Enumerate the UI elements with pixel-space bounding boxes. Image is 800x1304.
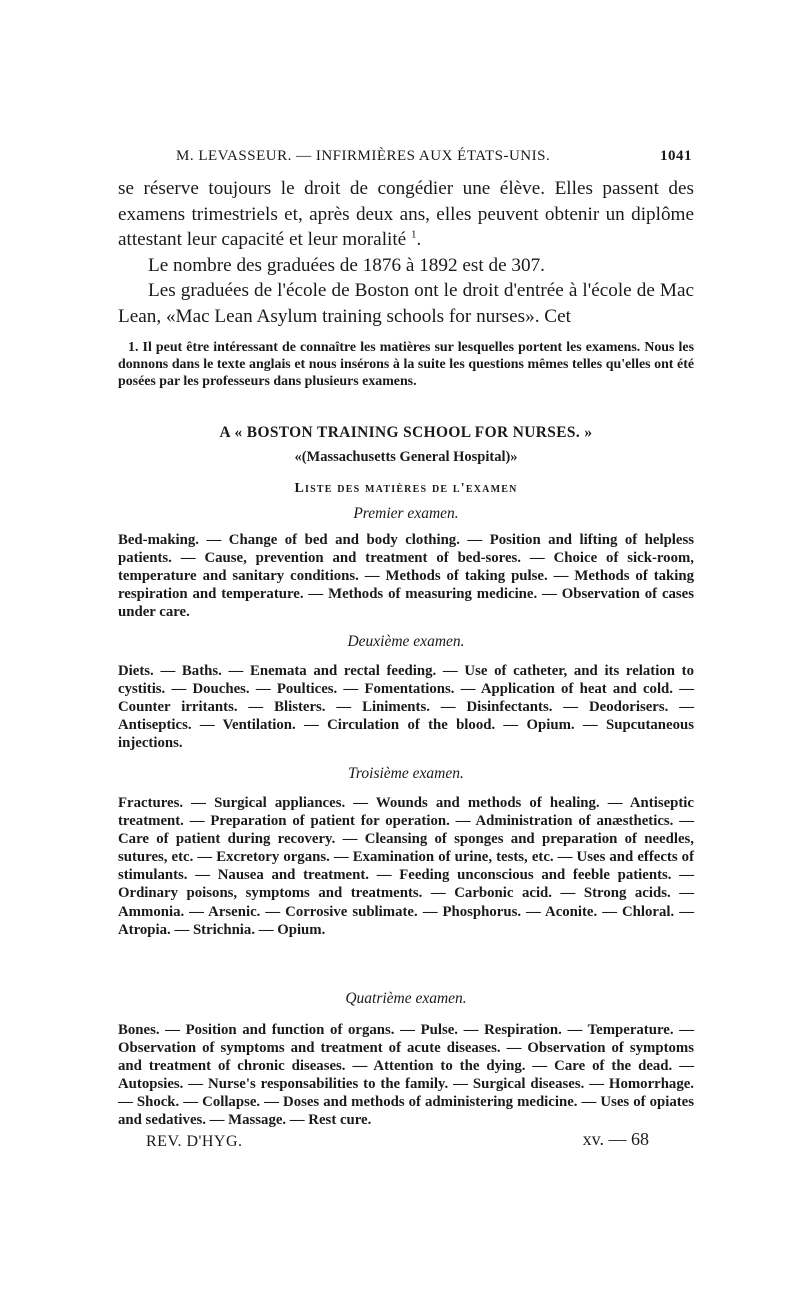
footnote	[118, 339, 694, 391]
list-heading: Liste des matières de l'examen	[294, 481, 518, 496]
paragraph-end: .	[416, 229, 422, 251]
exam-paragraph: Fractures. — Surgical appliances. — Wounds and methods of healing. — Antiseptic treatment. — Preparation of patient for operation. — Administration of anæsthetics. — Care of patient during recovery. — Cleansing of sponges and preparation of needles, sutures, etc. — Excretory organs. — Examination of urine, tests, etc. — Uses and effects of stimulants. — Nausea and treatment. — Feeding unconscious and feeble patients. — Ordinary poisons, symptoms and treatments. — Carbonic acid. — Strong acids. — Ammonia. — Arsenic. — Corrosive sublimate. — Phosphorus. — Aconite. — Chloral. — Atropia. — Strichnia. — Opium.	[118, 795, 694, 938]
exam-title: Deuxième examen.	[347, 633, 465, 650]
page-number: 1041	[660, 148, 692, 164]
hospital-name: «(Massachusetts General Hospital)»	[294, 449, 518, 465]
exam-paragraph: Bed-making. — Change of bed and body clothing. — Position and lifting of helpless patients. — Cause, prevention and treatment of bed-sores. — Choice of sick-room, temperature and sanitary conditions. — Methods of taking pulse. — Methods of taking respiration and temperature. — Methods of measuring medicine. — Observation of cases under care.	[118, 532, 694, 621]
body-text	[118, 176, 694, 330]
exam-paragraph: Diets. — Baths. — Enemata and rectal feeding. — Use of catheter, and its relation to cystitis. — Douches. — Poultices. — Fomentations. — Application of heat and cold. — Counter irritants. — Blisters. — Liniments. — Disinfectants. — Deodorisers. — Antiseptics. — Ventilation. — Circulation of the blood. — Opium. — Supcutaneous injections.	[118, 663, 694, 752]
paragraph-text: se réserve toujours le droit de congédier une élève. Elles passent des examens trimestriels et, après deux ans, elles peuvent obtenir un diplôme attestant leur capacité et leur moralité	[118, 178, 694, 251]
school-heading: A « BOSTON TRAINING SCHOOL FOR NURSES. »	[219, 424, 593, 441]
document-page	[118, 0, 694, 1304]
paragraph: Les graduées de l'école de Boston ont le droit d'entrée à l'école de Mac Lean, «Mac Lean Asylum training schools for nurses». Cet	[118, 280, 694, 327]
running-head	[118, 148, 694, 170]
footnote-number: 1.	[128, 340, 139, 355]
exam-title: Troisième examen.	[348, 765, 464, 782]
signature-mark: xv. — 68	[582, 1129, 649, 1149]
footnote-text: Il peut être intéressant de connaître les matières sur lesquelles portent les examens. Nous les donnons dans le texte anglais et nous insérons à la suite les questions mêmes telles qu'elles ont été posées par les professeurs dans plusieurs examens.	[118, 340, 694, 390]
running-title: M. LEVASSEUR. — INFIRMIÈRES AUX ÉTATS-UNIS.	[176, 148, 551, 164]
exam-title: Quatrième examen.	[345, 990, 467, 1007]
footnote-ref: 1	[411, 228, 417, 241]
exam-title: Premier examen.	[353, 505, 459, 522]
page-footer	[118, 1129, 694, 1155]
paragraph: Le nombre des graduées de 1876 à 1892 est de 307.	[148, 254, 545, 276]
exam-paragraph: Bones. — Position and function of organs. — Pulse. — Respiration. — Temperature. — Observation of symptoms and treatment of acute diseases. — Observation of symptoms and treatment of chronic diseases. — Attention to the dying. — Care of the dead. — Autopsies. — Nurse's responsabilities to the family. — Surgical diseases. — Homorrhage. — Shock. — Collapse. — Doses and methods of administering medicine. — Uses of opiates and sedatives. — Massage. — Rest cure.	[118, 1022, 694, 1129]
exam-text	[118, 662, 694, 752]
exam-text	[118, 794, 694, 939]
exam-text	[118, 531, 694, 621]
exam-text	[118, 1021, 694, 1130]
paragraph	[118, 176, 694, 253]
journal-abbreviation: REV. D'HYG.	[146, 1133, 243, 1150]
